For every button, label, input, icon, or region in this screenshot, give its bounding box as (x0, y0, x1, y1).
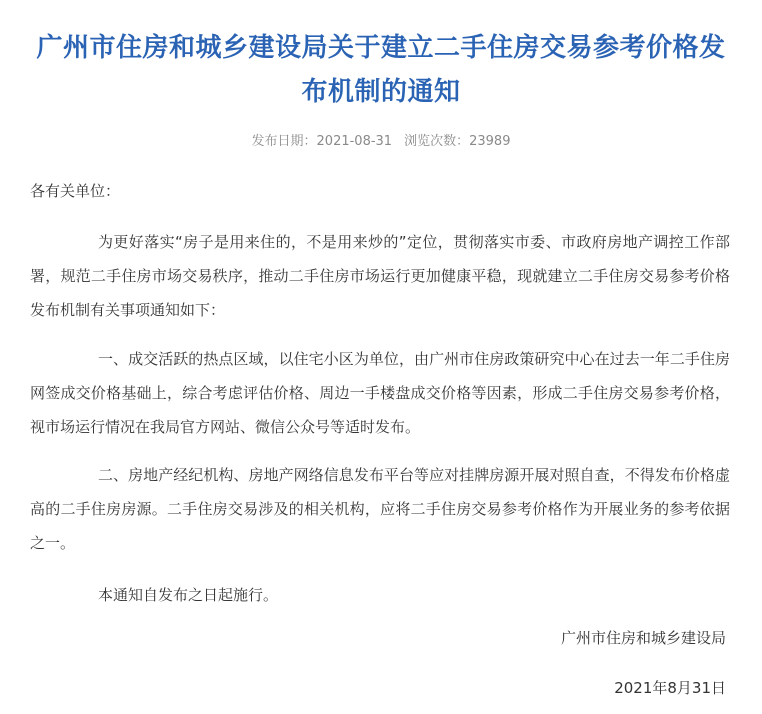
paragraph-intro: 为更好落实“房子是用来住的，不是用来炒的”定位，贯彻落实市委、市政府房地产调控工作部署，规范二手住房市场交易秩序，推动二手住房市场运行更加健康平稳，现就建立二手住房交易参考价格发布机制有关事项通知如下： (30, 233, 730, 319)
paragraph-item-2: 二、房地产经纪机构、房地产网络信息发布平台等应对挂牌房源开展对照自查，不得发布价格虚高的二手住房房源。二手住房交易涉及的相关机构，应将二手住房交易参考价格作为开展业务的参考依据之一。 (30, 466, 730, 552)
paragraph-effective: 本通知自发布之日起施行。 (98, 586, 279, 604)
view-count: 23989 (469, 134, 511, 149)
article-meta (0, 132, 762, 152)
salutation: 各有关单位： (30, 182, 121, 200)
view-count-label: 浏览次数： (404, 134, 470, 149)
publish-date-label: 发布日期： (251, 134, 317, 149)
article-title: 广州市住房和城乡建设局关于建立二手住房交易参考价格发布机制的通知 (36, 33, 726, 107)
signature-date: 2021年8月31日 (614, 679, 726, 697)
signature: 广州市住房和城乡建设局 (560, 629, 726, 647)
publish-date: 2021-08-31 (316, 134, 393, 149)
paragraph-item-1: 一、成交活跃的热点区域，以住宅小区为单位，由广州市住房政策研究中心在过去一年二手住房网签成交价格基础上，综合考虑评估价格、周边一手楼盘成交价格等因素，形成二手住房交易参考价格，视市场运行情况在我局官方网站、微信公众号等适时发布。 (30, 350, 730, 436)
